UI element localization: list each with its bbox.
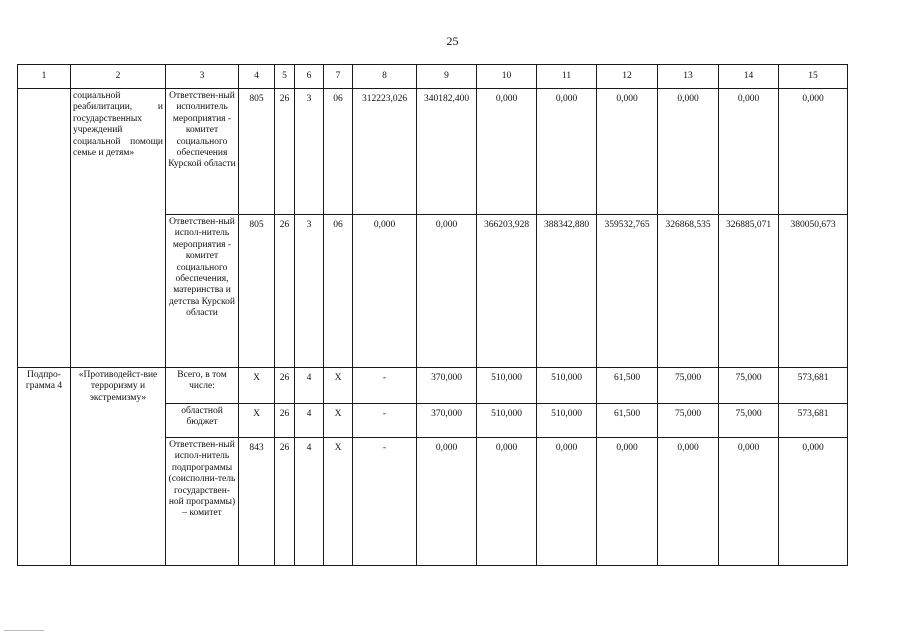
value-cell: X: [239, 404, 275, 438]
value-cell: 75,000: [719, 368, 779, 404]
value-cell: 61,500: [597, 368, 658, 404]
value-cell: 3: [295, 89, 324, 215]
header-cell: 14: [719, 65, 779, 89]
header-cell: 4: [239, 65, 275, 89]
value-cell: 06: [324, 215, 353, 368]
executor-cell: Ответствен-ный испол-нитель мероприятия - комитет социального обеспечения, материнства и детства Курской области: [166, 215, 239, 368]
program-cell: Подпро-грамма 4: [18, 368, 71, 566]
value-cell: 326868,535: [658, 215, 719, 368]
value-cell: 573,681: [779, 368, 848, 404]
value-cell: X: [239, 368, 275, 404]
header-cell: 9: [417, 65, 477, 89]
value-cell: -: [353, 368, 417, 404]
value-cell: 75,000: [719, 404, 779, 438]
header-cell: 13: [658, 65, 719, 89]
table-row: [18, 89, 848, 215]
header-cell: 6: [295, 65, 324, 89]
scan-artifact: [4, 630, 44, 631]
value-cell: 0,000: [353, 215, 417, 368]
header-cell: 7: [324, 65, 353, 89]
header-cell: 2: [71, 65, 166, 89]
value-cell: 75,000: [658, 368, 719, 404]
header-cell: 1: [18, 65, 71, 89]
value-cell: 4: [295, 438, 324, 566]
value-cell: 805: [239, 89, 275, 215]
value-cell: 75,000: [658, 404, 719, 438]
value-cell: 0,000: [597, 438, 658, 566]
value-cell: 843: [239, 438, 275, 566]
value-cell: 4: [295, 368, 324, 404]
value-cell: 0,000: [719, 438, 779, 566]
value-cell: 26: [275, 89, 295, 215]
program-name-cell: «Противодейст-вие терроризму и экстремизму»: [71, 368, 166, 566]
value-cell: 26: [275, 368, 295, 404]
value-cell: 0,000: [779, 89, 848, 215]
value-cell: -: [353, 404, 417, 438]
value-cell: 370,000: [417, 368, 477, 404]
value-cell: 380050,673: [779, 215, 848, 368]
value-cell: 4: [295, 404, 324, 438]
header-cell: 5: [275, 65, 295, 89]
value-cell: 326885,071: [719, 215, 779, 368]
budget-table: [17, 64, 848, 566]
value-cell: 0,000: [658, 89, 719, 215]
value-cell: -: [353, 438, 417, 566]
value-cell: 0,000: [477, 438, 537, 566]
value-cell: 3: [295, 215, 324, 368]
value-cell: 805: [239, 215, 275, 368]
table-row: [18, 368, 848, 404]
executor-cell: Ответствен-ный исполнитель мероприятия - комитет социального обеспечения Курской области: [166, 89, 239, 215]
page-number: 25: [446, 34, 459, 48]
executor-cell: Всего, в том числе:: [166, 368, 239, 404]
header-cell: 8: [353, 65, 417, 89]
value-cell: 510,000: [537, 368, 597, 404]
value-cell: 0,000: [477, 89, 537, 215]
value-cell: 61,500: [597, 404, 658, 438]
value-cell: 510,000: [477, 368, 537, 404]
value-cell: 26: [275, 438, 295, 566]
value-cell: 06: [324, 89, 353, 215]
value-cell: 0,000: [537, 438, 597, 566]
executor-cell: областной бюджет: [166, 404, 239, 438]
header-cell: 3: [166, 65, 239, 89]
header-cell: 11: [537, 65, 597, 89]
value-cell: 0,000: [658, 438, 719, 566]
header-row: [18, 65, 848, 89]
value-cell: 340182,400: [417, 89, 477, 215]
value-cell: 26: [275, 404, 295, 438]
value-cell: 510,000: [477, 404, 537, 438]
value-cell: 0,000: [779, 438, 848, 566]
value-cell: X: [324, 404, 353, 438]
value-cell: 312223,026: [353, 89, 417, 215]
value-cell: 0,000: [719, 89, 779, 215]
value-cell: 0,000: [537, 89, 597, 215]
program-cell: [18, 89, 71, 368]
header-cell: 15: [779, 65, 848, 89]
value-cell: X: [324, 368, 353, 404]
header-cell: 10: [477, 65, 537, 89]
value-cell: 388342,880: [537, 215, 597, 368]
value-cell: 0,000: [597, 89, 658, 215]
value-cell: 26: [275, 215, 295, 368]
value-cell: 359532,765: [597, 215, 658, 368]
value-cell: 366203,928: [477, 215, 537, 368]
value-cell: 0,000: [417, 215, 477, 368]
value-cell: 510,000: [537, 404, 597, 438]
value-cell: 573,681: [779, 404, 848, 438]
value-cell: 0,000: [417, 438, 477, 566]
value-cell: X: [324, 438, 353, 566]
value-cell: 370,000: [417, 404, 477, 438]
program-name-cell: социальной реабилитации, и государственных учреждений социальной помощи семье и детям»: [71, 89, 166, 368]
header-cell: 12: [597, 65, 658, 89]
executor-cell: Ответствен-ный испол-нитель подпрограммы (соисполни-тель государствен-ной программы) – комитет: [166, 438, 239, 566]
